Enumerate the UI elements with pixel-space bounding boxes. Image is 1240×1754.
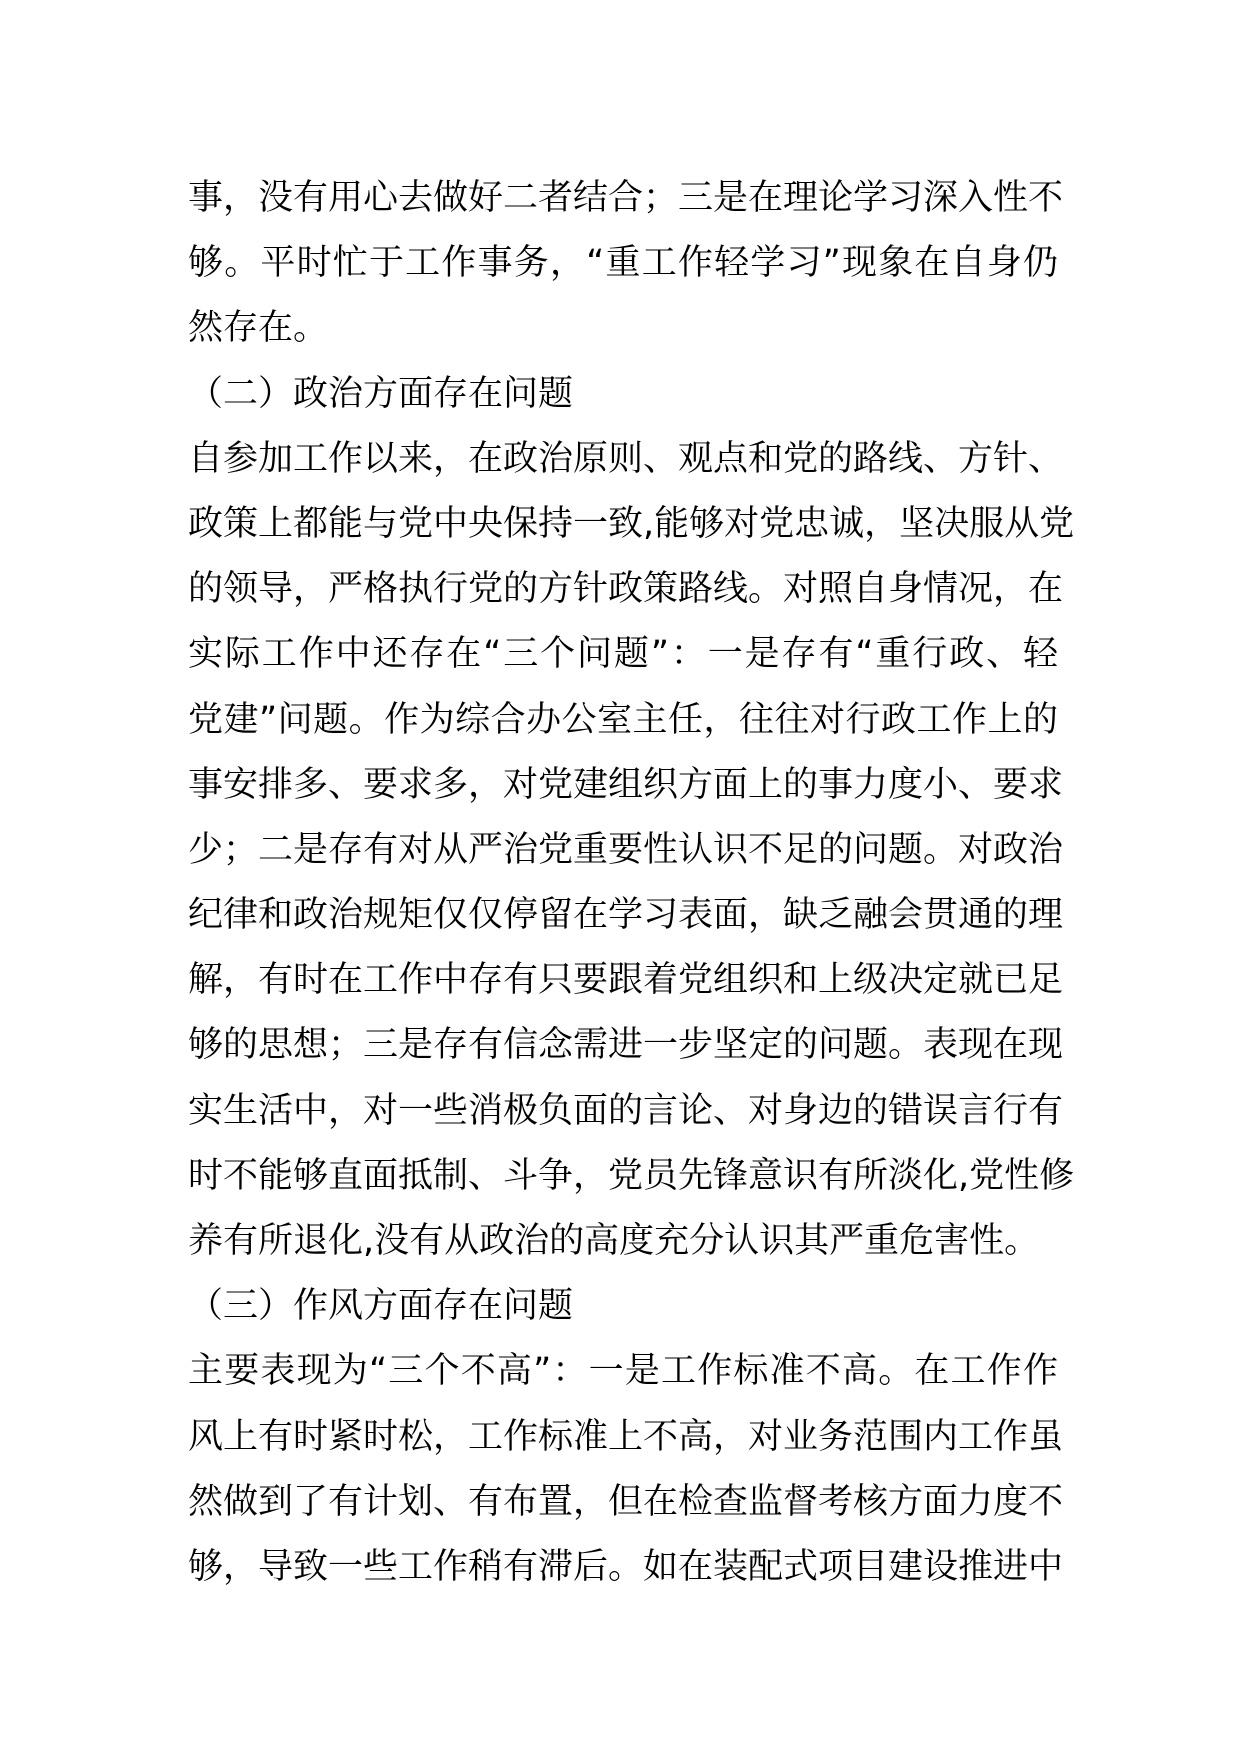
text-line: 养有所退化,没有从政治的高度充分认识其严重危害性。	[188, 1221, 1040, 1261]
text-line: 够。平时忙于工作事务，“重工作轻学习”现象在自身仍	[188, 243, 1058, 284]
section-work-style	[188, 1274, 1064, 1600]
text-line: 实际工作中还存在“三个问题”：一是存有“重行政、轻	[188, 634, 1058, 675]
section-political	[188, 362, 1075, 1275]
document-page	[188, 166, 1075, 1600]
text-line: 的领导，严格执行党的方针政策路线。对照自身情况，在	[188, 569, 1064, 610]
text-line: 事，没有用心去做好二者结合；三是在理论学习深入性不	[188, 178, 1064, 218]
text-line: 事安排多、要求多，对党建组织方面上的事力度小、要求	[188, 764, 1064, 805]
text-line: 纪律和政治规矩仅仅停留在学习表面，缺乏融会贯通的理	[188, 895, 1064, 936]
text-line: 政策上都能与党中央保持一致,能够对党忠诚，坚决服从党	[188, 503, 1075, 544]
section-heading: （二）政治方面存在问题	[188, 373, 574, 414]
text-line: 解，有时在工作中存有只要跟着党组织和上级决定就已足	[188, 960, 1064, 1001]
text-line: 少；二是存有对从严治党重要性认识不足的问题。对政治	[188, 829, 1064, 870]
text-line: 够的思想；三是存有信念需进一步坚定的问题。表现在现	[188, 1025, 1064, 1066]
text-line: 自参加工作以来，在政治原则、观点和党的路线、方针、	[188, 438, 1064, 479]
paragraph-1	[188, 166, 1064, 362]
text-line: 时不能够直面抵制、斗争，党员先锋意识有所淡化,党性修	[188, 1155, 1075, 1196]
text-line: 主要表现为“三个不高”：一是工作标准不高。在工作作	[188, 1351, 1058, 1392]
text-line: 实生活中，对一些消极负面的言论、对身边的错误言行有	[188, 1090, 1064, 1131]
text-line: 党建”问题。作为综合办公室主任，往往对行政工作上的	[188, 699, 1058, 740]
text-line: 够，导致一些工作稍有滞后。如在装配式项目建设推进中	[188, 1546, 1064, 1587]
text-line: 然存在。	[188, 308, 329, 349]
section-heading: （三）作风方面存在问题	[188, 1286, 574, 1327]
text-line: 然做到了有计划、有布置，但在检查监督考核方面力度不	[188, 1481, 1064, 1522]
text-line: 风上有时紧时松，工作标准上不高，对业务范围内工作虽	[188, 1416, 1064, 1457]
